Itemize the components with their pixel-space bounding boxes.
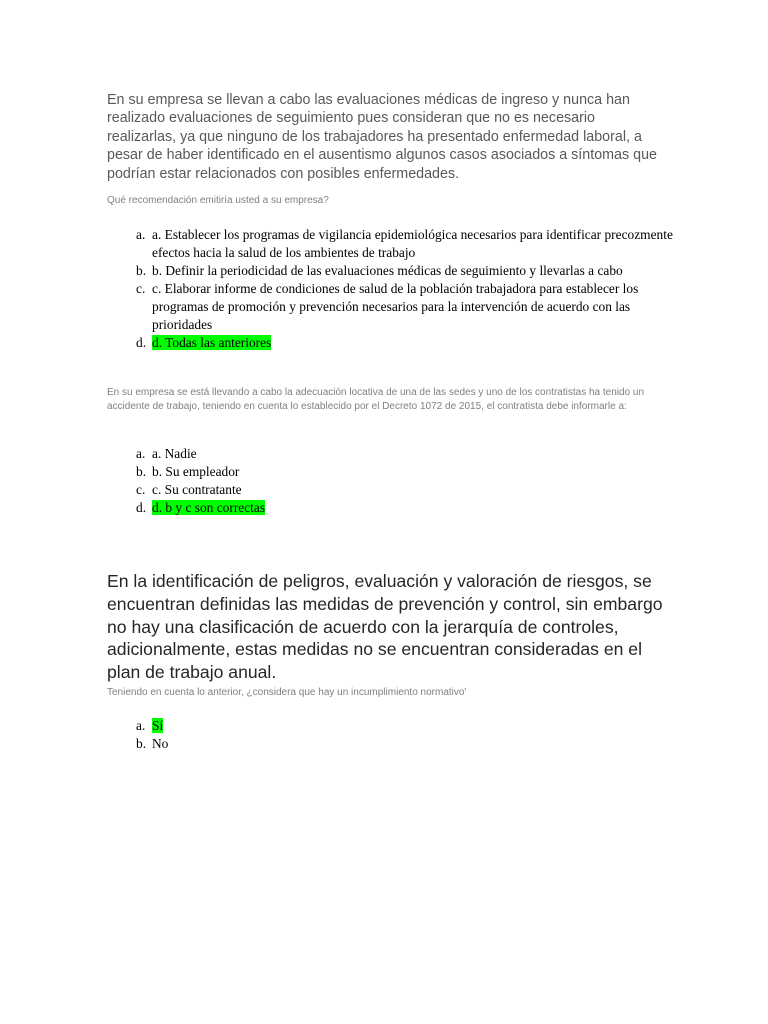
option-marker: c. — [136, 482, 146, 497]
correct-answer-highlight: d. b y c son correctas — [152, 500, 266, 515]
option-a — [136, 717, 676, 735]
question-1-options — [136, 226, 676, 352]
question-1-prompt: Qué recomendación emitiría usted a su empresa? — [107, 195, 329, 206]
option-d — [136, 334, 676, 352]
option-b — [136, 735, 676, 753]
option-marker: d. — [136, 335, 147, 350]
correct-answer-highlight: Sí — [152, 718, 164, 733]
option-b — [136, 463, 676, 481]
question-2-stem: En su empresa se está llevando a cabo la adecuación locativa de una de las sedes y uno de los contratistas ha tenido un accidente de trabajo, teniendo en cuenta lo establecido por el Decreto 1072 de 2015, el contratista debe informarle a: — [107, 387, 645, 412]
option-text: c. Elaborar informe de condiciones de salud de la población trabajadora para establecer los programas de promoción y prevención necesarios para la intervención de acuerdo con las prioridades — [152, 281, 639, 332]
option-marker: a. — [136, 718, 146, 733]
question-1-stem: En su empresa se llevan a cabo las evaluaciones médicas de ingreso y nunca han realizado evaluaciones de seguimiento pues consideran que no es necesario realizarlas, ya que ninguno de los trabajadores ha presentado enfermedad laboral, a pesar de haber identificado en el ausentismo algunos casos asociados a síntomas que podrían estar relacionados con posibles enfermedades. — [107, 92, 657, 182]
option-marker: d. — [136, 500, 147, 515]
option-text: b. Definir la periodicidad de las evaluaciones médicas de seguimiento y llevarlas a cabo — [152, 263, 623, 278]
option-d — [136, 499, 676, 517]
question-2-options — [136, 445, 676, 517]
option-c — [136, 280, 676, 334]
option-marker: a. — [136, 227, 146, 242]
question-3-stem: En la identificación de peligros, evaluación y valoración de riesgos, se encuentran definidas las medidas de prevención y control, sin embargo no hay una clasificación de acuerdo con la jerarquía de controles, adicionalmente, estas medidas no se encuentran consideradas en el plan de trabajo anual. — [107, 571, 663, 683]
option-text: No — [152, 736, 169, 751]
option-marker: c. — [136, 281, 146, 296]
option-marker: a. — [136, 446, 146, 461]
question-3-prompt: Teniendo en cuenta lo anterior, ¿considera que hay un incumplimiento normativo' — [107, 687, 467, 698]
option-a — [136, 445, 676, 463]
option-text: a. Nadie — [152, 446, 197, 461]
option-c — [136, 481, 676, 499]
correct-answer-highlight: d. Todas las anteriores — [152, 335, 272, 350]
option-text: b. Su empleador — [152, 464, 240, 479]
question-3-options — [136, 717, 676, 753]
option-text: c. Su contratante — [152, 482, 242, 497]
option-marker: b. — [136, 736, 147, 751]
option-a — [136, 226, 676, 262]
option-marker: b. — [136, 263, 147, 278]
option-b — [136, 262, 676, 280]
option-text: a. Establecer los programas de vigilancia epidemiológica necesarios para identificar precozmente efectos hacia la salud de los ambientes de trabajo — [152, 227, 673, 260]
option-marker: b. — [136, 464, 147, 479]
